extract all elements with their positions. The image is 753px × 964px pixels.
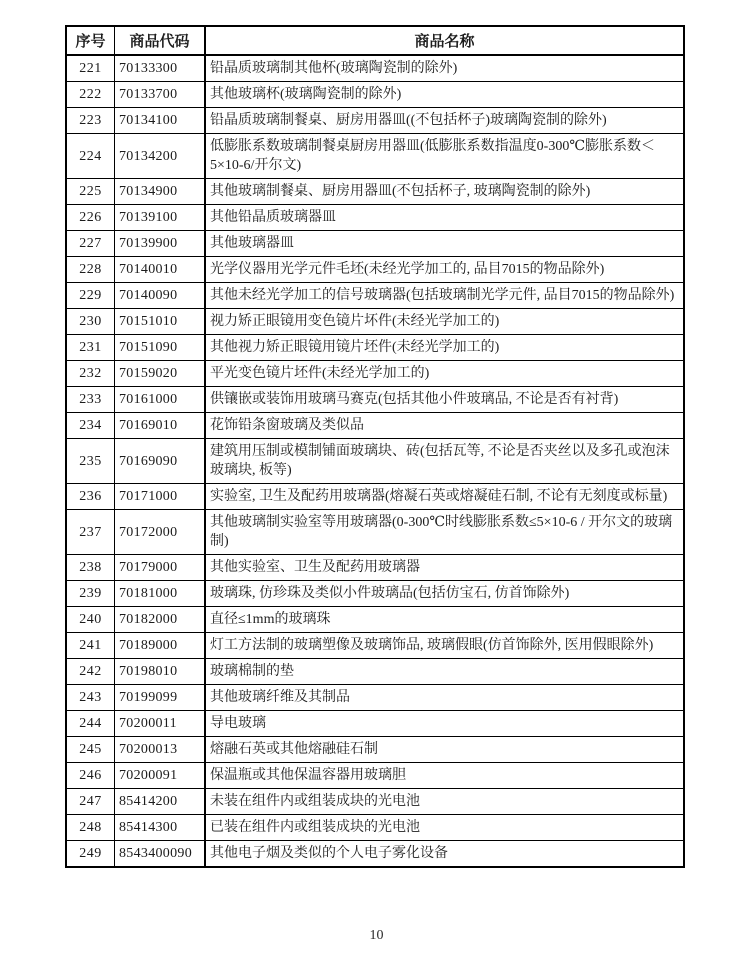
table-row: [66, 789, 684, 815]
cell-seq: 233: [66, 387, 115, 413]
table-row: [66, 763, 684, 789]
cell-seq: 246: [66, 763, 115, 789]
cell-name: 未装在组件内或组装成块的光电池: [205, 789, 684, 815]
cell-seq: 228: [66, 257, 115, 283]
page-number: 10: [369, 928, 384, 943]
table-row: [66, 82, 684, 108]
cell-seq: 227: [66, 231, 115, 257]
cell-code: 70169090: [115, 439, 206, 484]
cell-name: 其他未经光学加工的信号玻璃器(包括玻璃制光学元件, 品目7015的物品除外): [205, 283, 684, 309]
table-row: [66, 179, 684, 205]
table-row: [66, 413, 684, 439]
table-row: [66, 555, 684, 581]
table-row: [66, 510, 684, 555]
cell-seq: 222: [66, 82, 115, 108]
cell-name: 其他玻璃纤维及其制品: [205, 685, 684, 711]
table-row: [66, 108, 684, 134]
cell-name: 熔融石英或其他熔融硅石制: [205, 737, 684, 763]
cell-code: 70139900: [115, 231, 206, 257]
cell-name: 花饰铅条窗玻璃及类似品: [205, 413, 684, 439]
cell-code: 70198010: [115, 659, 206, 685]
table-row: [66, 607, 684, 633]
cell-seq: 242: [66, 659, 115, 685]
table-row: [66, 205, 684, 231]
cell-code: 70140090: [115, 283, 206, 309]
cell-name: 铅晶质玻璃制其他杯(玻璃陶瓷制的除外): [205, 55, 684, 82]
cell-name: 其他玻璃器皿: [205, 231, 684, 257]
cell-seq: 230: [66, 309, 115, 335]
cell-name: 玻璃棉制的垫: [205, 659, 684, 685]
cell-name: 平光变色镜片坯件(未经光学加工的): [205, 361, 684, 387]
cell-code: 85414200: [115, 789, 206, 815]
cell-seq: 223: [66, 108, 115, 134]
cell-code: 70171000: [115, 484, 206, 510]
table-row: [66, 841, 684, 868]
cell-code: 70199099: [115, 685, 206, 711]
cell-seq: 243: [66, 685, 115, 711]
cell-code: 70151090: [115, 335, 206, 361]
cell-seq: 236: [66, 484, 115, 510]
cell-code: 70200011: [115, 711, 206, 737]
cell-code: 70133300: [115, 55, 206, 82]
cell-seq: 234: [66, 413, 115, 439]
cell-code: 70140010: [115, 257, 206, 283]
table-row: [66, 231, 684, 257]
cell-seq: 237: [66, 510, 115, 555]
cell-code: 70172000: [115, 510, 206, 555]
commodity-table: [65, 25, 685, 868]
cell-code: 70200091: [115, 763, 206, 789]
cell-code: 85414300: [115, 815, 206, 841]
table-row: [66, 633, 684, 659]
table-row: [66, 581, 684, 607]
cell-name: 其他铅晶质玻璃器皿: [205, 205, 684, 231]
table-row: [66, 737, 684, 763]
table-row: [66, 257, 684, 283]
cell-seq: 238: [66, 555, 115, 581]
table-row: [66, 659, 684, 685]
cell-code: 8543400090: [115, 841, 206, 868]
table-row: [66, 55, 684, 82]
table-row: [66, 685, 684, 711]
header-cell-name: 商品名称: [205, 26, 684, 55]
cell-code: 70134100: [115, 108, 206, 134]
cell-seq: 225: [66, 179, 115, 205]
table-row: [66, 387, 684, 413]
cell-name: 低膨胀系数玻璃制餐桌厨房用器皿(低膨胀系数指温度0-300℃膨胀系数＜5×10-6/开尔文): [205, 134, 684, 179]
cell-code: 70139100: [115, 205, 206, 231]
cell-seq: 226: [66, 205, 115, 231]
cell-seq: 235: [66, 439, 115, 484]
cell-seq: 249: [66, 841, 115, 868]
cell-name: 其他玻璃制实验室等用玻璃器(0-300℃时线膨胀系数≤5×10-6 / 开尔文的玻璃制): [205, 510, 684, 555]
cell-seq: 239: [66, 581, 115, 607]
cell-name: 铅晶质玻璃制餐桌、厨房用器皿((不包括杯子)玻璃陶瓷制的除外): [205, 108, 684, 134]
cell-name: 其他玻璃制餐桌、厨房用器皿(不包括杯子, 玻璃陶瓷制的除外): [205, 179, 684, 205]
cell-name: 已装在组件内或组装成块的光电池: [205, 815, 684, 841]
cell-seq: 241: [66, 633, 115, 659]
header-cell-code: 商品代码: [115, 26, 206, 55]
cell-code: 70189000: [115, 633, 206, 659]
table-row: [66, 361, 684, 387]
cell-name: 玻璃珠, 仿珍珠及类似小件玻璃品(包括仿宝石, 仿首饰除外): [205, 581, 684, 607]
cell-code: 70181000: [115, 581, 206, 607]
cell-seq: 248: [66, 815, 115, 841]
cell-name: 视力矫正眼镜用变色镜片坏件(未经光学加工的): [205, 309, 684, 335]
cell-code: 70169010: [115, 413, 206, 439]
table-header-row: [66, 26, 684, 55]
table-row: [66, 439, 684, 484]
cell-code: 70200013: [115, 737, 206, 763]
cell-name: 其他实验室、卫生及配药用玻璃器: [205, 555, 684, 581]
cell-code: 70159020: [115, 361, 206, 387]
cell-name: 建筑用压制或模制铺面玻璃块、砖(包括瓦等, 不论是否夹丝以及多孔或泡沫玻璃块, 板等): [205, 439, 684, 484]
cell-code: 70151010: [115, 309, 206, 335]
table-row: [66, 335, 684, 361]
cell-name: 导电玻璃: [205, 711, 684, 737]
cell-code: 70134200: [115, 134, 206, 179]
cell-seq: 221: [66, 55, 115, 82]
cell-seq: 231: [66, 335, 115, 361]
cell-name: 直径≤1mm的玻璃珠: [205, 607, 684, 633]
cell-seq: 247: [66, 789, 115, 815]
cell-name: 其他视力矫正眼镜用镜片坯件(未经光学加工的): [205, 335, 684, 361]
cell-name: 其他电子烟及类似的个人电子雾化设备: [205, 841, 684, 868]
cell-code: 70182000: [115, 607, 206, 633]
cell-code: 70161000: [115, 387, 206, 413]
cell-code: 70134900: [115, 179, 206, 205]
cell-name: 灯工方法制的玻璃塑像及玻璃饰品, 玻璃假眼(仿首饰除外, 医用假眼除外): [205, 633, 684, 659]
table-row: [66, 309, 684, 335]
cell-seq: 224: [66, 134, 115, 179]
cell-code: 70133700: [115, 82, 206, 108]
table-row: [66, 815, 684, 841]
table-row: [66, 484, 684, 510]
table-row: [66, 283, 684, 309]
cell-seq: 245: [66, 737, 115, 763]
cell-name: 光学仪器用光学元件毛坯(未经光学加工的, 品目7015的物品除外): [205, 257, 684, 283]
cell-seq: 240: [66, 607, 115, 633]
header-cell-seq: 序号: [66, 26, 115, 55]
cell-name: 实验室, 卫生及配药用玻璃器(熔凝石英或熔凝硅石制, 不论有无刻度或标量): [205, 484, 684, 510]
cell-code: 70179000: [115, 555, 206, 581]
cell-seq: 229: [66, 283, 115, 309]
table-row: [66, 134, 684, 179]
cell-name: 保温瓶或其他保温容器用玻璃胆: [205, 763, 684, 789]
cell-seq: 232: [66, 361, 115, 387]
table-row: [66, 711, 684, 737]
cell-seq: 244: [66, 711, 115, 737]
cell-name: 供镶嵌或装饰用玻璃马赛克(包括其他小件玻璃品, 不论是否有衬背): [205, 387, 684, 413]
table-header: [66, 26, 684, 55]
table-body: [66, 55, 684, 867]
cell-name: 其他玻璃杯(玻璃陶瓷制的除外): [205, 82, 684, 108]
